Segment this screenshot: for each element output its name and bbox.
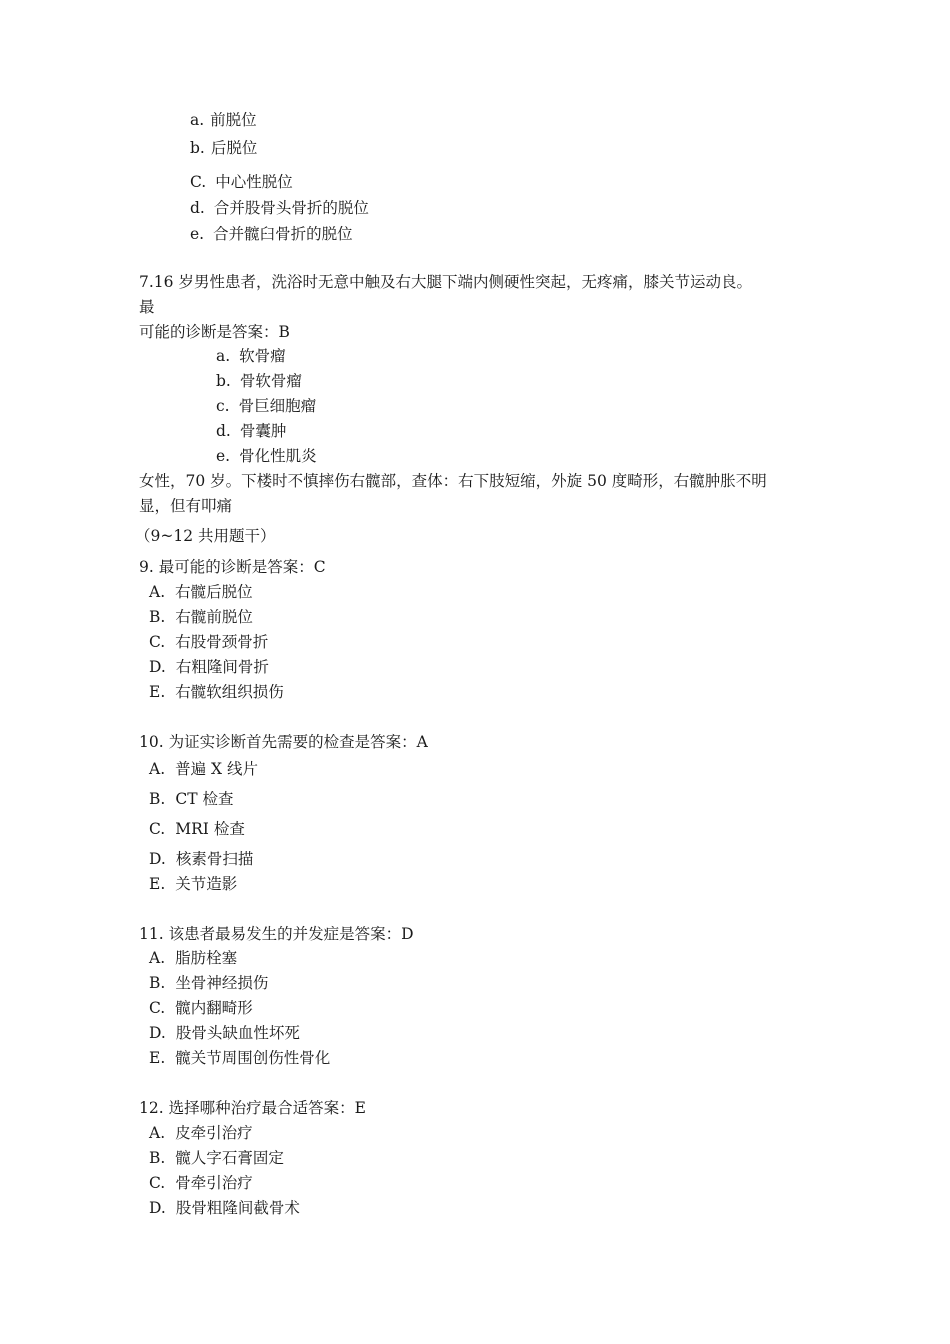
option-text: 皮牵引治疗	[175, 1124, 253, 1142]
option-text: 关节造影	[175, 875, 238, 893]
question-stem: 7.16 岁男性患者，洗浴时无意中触及右大腿下端内侧硬性突起，无疼痛，膝关节运动良。	[139, 273, 752, 291]
list-item	[149, 789, 233, 809]
option-label: C.	[149, 1174, 166, 1192]
option-label: e.	[216, 447, 231, 465]
question-stem: 11. 该患者最易发生的并发症是答案：D	[139, 925, 414, 943]
question-stem-answer: 可能的诊断是答案：B	[139, 323, 290, 341]
option-text: 软骨瘤	[239, 347, 286, 365]
list-item	[190, 224, 353, 244]
list-item	[190, 138, 257, 158]
list-item	[149, 849, 253, 869]
option-text: 普遍 X 线片	[175, 760, 259, 778]
list-item	[149, 973, 268, 993]
option-text: 核素骨扫描	[175, 850, 254, 868]
option-label: E.	[149, 683, 166, 701]
list-item	[149, 1123, 253, 1143]
list-item	[149, 632, 268, 652]
list-item	[149, 682, 284, 702]
option-text: 骨软骨瘤	[239, 372, 302, 390]
question-stem: 10. 为证实诊断首先需要的检查是答案：A	[139, 733, 428, 751]
option-label: C.	[149, 999, 166, 1017]
option-text: 后脱位	[210, 139, 258, 157]
option-text: 右股骨颈骨折	[175, 633, 269, 651]
list-item	[149, 607, 253, 627]
option-text: 股骨粗隆间截骨术	[175, 1199, 300, 1217]
option-label: a.	[190, 111, 205, 129]
option-label: B.	[149, 974, 166, 992]
option-text: 右粗隆间骨折	[175, 658, 269, 676]
option-text: 右髋后脱位	[175, 583, 253, 601]
option-label: D.	[149, 1024, 166, 1042]
option-text: 脂肪栓塞	[175, 949, 238, 967]
list-item	[149, 1023, 300, 1043]
option-text: 股骨头缺血性坏死	[175, 1024, 300, 1042]
list-item	[216, 446, 317, 466]
option-text: 右髋软组织损伤	[175, 683, 284, 701]
option-text: MRI 检查	[175, 820, 245, 838]
option-label: B.	[149, 790, 166, 808]
option-label: E.	[149, 875, 166, 893]
option-label: b.	[190, 139, 205, 157]
list-item	[216, 421, 286, 441]
list-item	[149, 948, 237, 968]
option-label: e.	[190, 225, 205, 243]
question-stem: 9. 最可能的诊断是答案：C	[139, 558, 326, 576]
list-item	[149, 1173, 253, 1193]
option-label: d.	[216, 422, 231, 440]
option-text: 髋内翻畸形	[175, 999, 253, 1017]
list-item	[190, 198, 369, 218]
shared-stem-note: （9~12 共用题干）	[135, 527, 276, 545]
list-item	[149, 1148, 284, 1168]
option-text: 前脱位	[210, 111, 257, 129]
list-item	[216, 371, 302, 391]
option-label: b.	[216, 372, 231, 390]
option-text: 髋人字石膏固定	[175, 1149, 284, 1167]
list-item	[149, 819, 245, 839]
option-label: D.	[149, 1199, 166, 1217]
option-label: a.	[216, 347, 231, 365]
option-label: A.	[149, 1124, 166, 1142]
option-label: A.	[149, 760, 166, 778]
case-stem-wrap: 显，但有叩痛	[139, 497, 233, 515]
question-stem: 12. 选择哪种治疗最合适答案：E	[139, 1099, 366, 1117]
option-label: d.	[190, 199, 205, 217]
option-text: 骨囊肿	[239, 422, 287, 440]
list-item	[216, 396, 316, 416]
option-label: B.	[149, 608, 166, 626]
option-label: A.	[149, 583, 166, 601]
option-text: CT 检查	[175, 790, 234, 808]
question-stem-wrap: 最	[139, 298, 155, 316]
list-item	[149, 874, 237, 894]
list-item	[190, 110, 257, 130]
option-text: 髋关节周围创伤性骨化	[175, 1049, 331, 1067]
list-item	[149, 582, 253, 602]
list-item	[149, 759, 258, 779]
list-item	[149, 1198, 300, 1218]
case-stem: 女性，70 岁。下楼时不慎摔伤右髋部，查体：右下肢短缩，外旋 50 度畸形，右髋肿胀不明	[139, 472, 767, 490]
list-item	[149, 1048, 330, 1068]
list-item	[149, 998, 253, 1018]
option-label: c.	[216, 397, 230, 415]
option-text: 合并股骨头骨折的脱位	[213, 199, 369, 217]
list-item	[190, 172, 293, 192]
list-item	[216, 346, 286, 366]
option-text: 骨巨细胞瘤	[238, 397, 317, 415]
option-text: 右髋前脱位	[175, 608, 253, 626]
option-label: A.	[149, 949, 166, 967]
option-label: E.	[149, 1049, 166, 1067]
option-text: 骨化性肌炎	[239, 447, 317, 465]
option-label: D.	[149, 658, 166, 676]
option-text: 中心性脱位	[215, 173, 293, 191]
option-label: B.	[149, 1149, 166, 1167]
option-text: 坐骨神经损伤	[175, 974, 269, 992]
list-item	[149, 657, 269, 677]
option-label: C.	[149, 820, 166, 838]
option-text: 合并髋臼骨折的脱位	[213, 225, 353, 243]
option-label: C.	[149, 633, 166, 651]
option-text: 骨牵引治疗	[175, 1174, 253, 1192]
option-label: C.	[190, 173, 207, 191]
option-label: D.	[149, 850, 166, 868]
